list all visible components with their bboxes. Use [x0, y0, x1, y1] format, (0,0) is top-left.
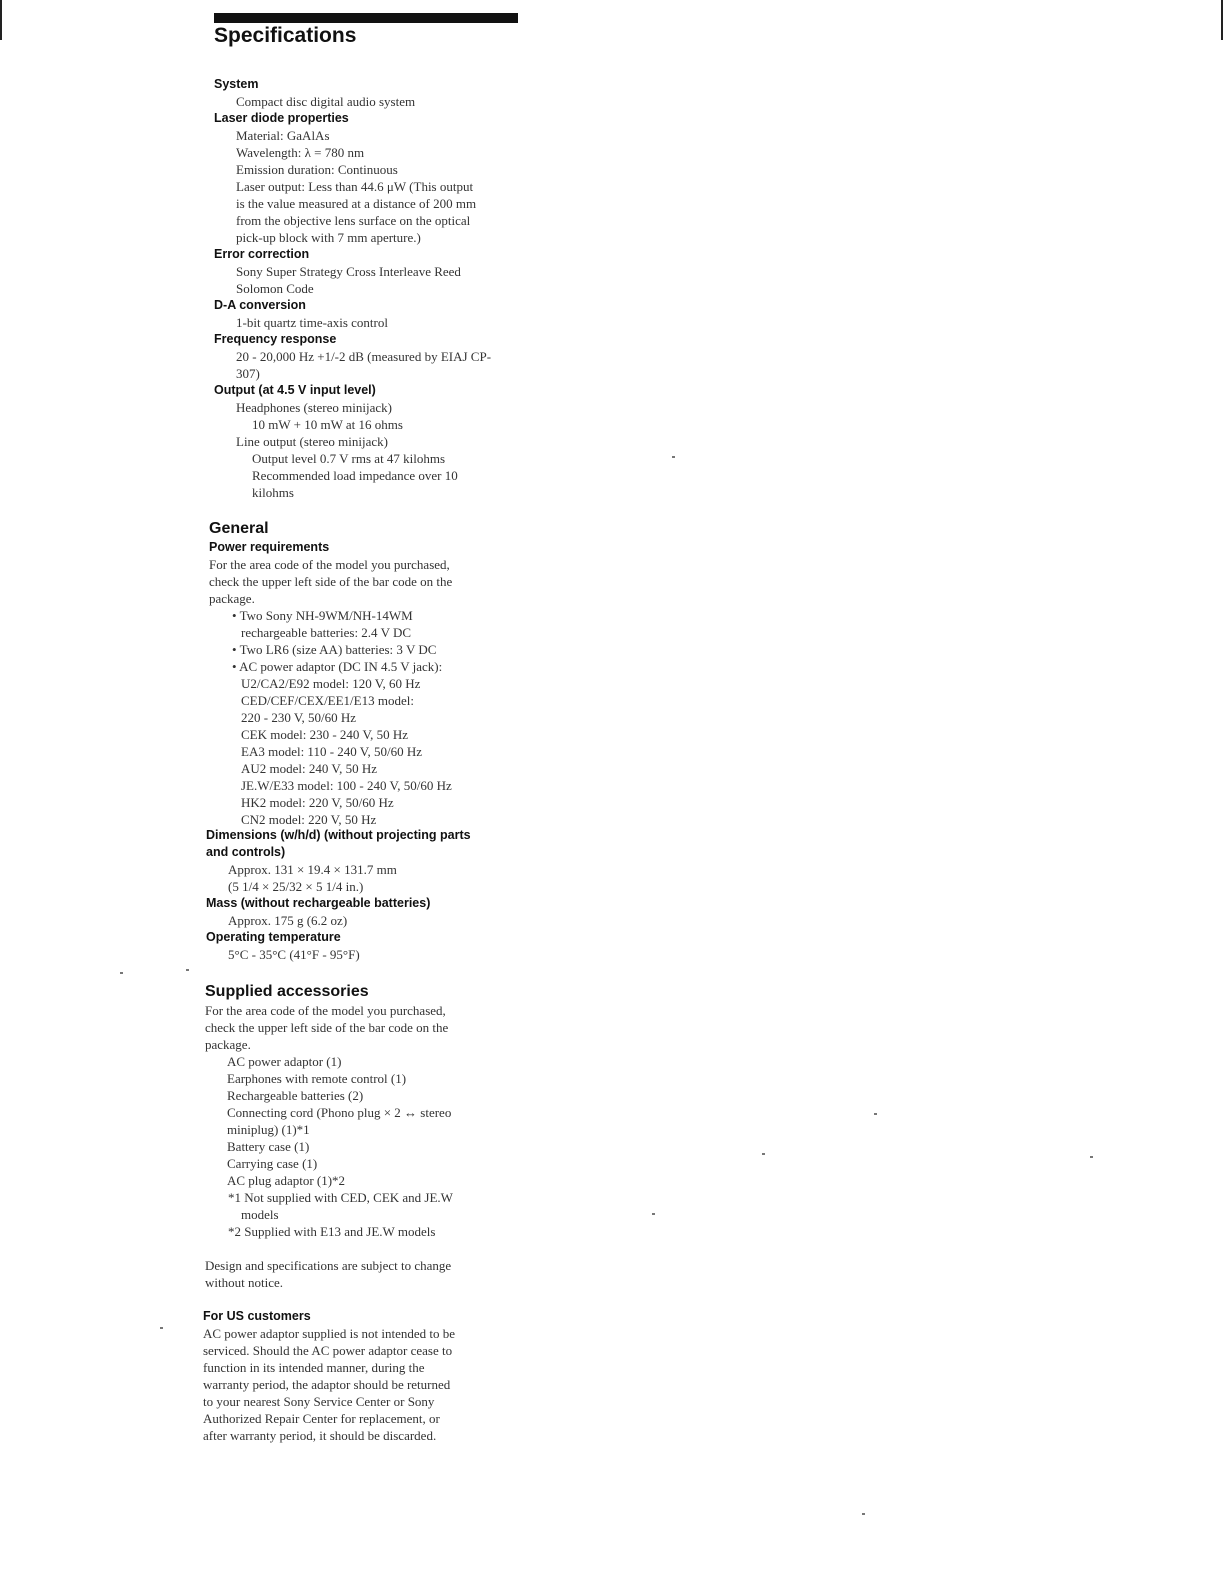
power-heading: Power requirements: [209, 540, 330, 554]
laser-heading: Laser diode properties: [214, 111, 349, 125]
scan-speck: [160, 1327, 163, 1329]
laser-line: Wavelength: λ = 780 nm: [236, 145, 365, 160]
accessory-item: Rechargeable batteries (2): [227, 1088, 364, 1103]
us-customers-line: warranty period, the adaptor should be returned: [203, 1377, 451, 1392]
ac-model-line: CN2 model: 220 V, 50 Hz: [241, 812, 377, 827]
laser-line: Laser output: Less than 44.6 μW (This output: [236, 179, 474, 194]
us-customers-heading: For US customers: [203, 1309, 311, 1323]
error-line: Sony Super Strategy Cross Interleave Reed: [236, 264, 461, 279]
line-output-value: Recommended load impedance over 10: [252, 468, 458, 483]
us-customers-line: function in its intended manner, during the: [203, 1360, 425, 1375]
accessory-item: AC power adaptor (1): [227, 1054, 342, 1069]
change-notice-line: Design and specifications are subject to change: [205, 1258, 452, 1273]
power-intro-line: check the upper left side of the bar code on the: [209, 574, 453, 589]
power-bullet: • AC power adaptor (DC IN 4.5 V jack):: [232, 659, 443, 674]
scan-speck: [672, 456, 675, 458]
line-output-value: Output level 0.7 V rms at 47 kilohms: [252, 451, 446, 466]
error-heading: Error correction: [214, 247, 310, 261]
dimensions-value: (5 1/4 × 25/32 × 5 1/4 in.): [228, 879, 364, 894]
specs-section: [214, 76, 534, 501]
temperature-value: 5°C - 35°C (41°F - 95°F): [228, 947, 360, 962]
ac-model-line: AU2 model: 240 V, 50 Hz: [241, 761, 378, 776]
accessory-item: AC plug adaptor (1)*2: [227, 1173, 346, 1188]
power-bullet-cont: rechargeable batteries: 2.4 V DC: [241, 625, 412, 640]
system-line: Compact disc digital audio system: [236, 94, 416, 109]
ac-model-line: CEK model: 230 - 240 V, 50 Hz: [241, 727, 409, 742]
laser-line: from the objective lens surface on the optical: [236, 213, 471, 228]
accessory-item: Carrying case (1): [227, 1156, 318, 1171]
dimensions-heading: Dimensions (w/h/d) (without projecting parts: [206, 828, 471, 842]
freq-line: 20 - 20,000 Hz +1/-2 dB (measured by EIAJ CP-: [236, 349, 492, 364]
ac-model-line: CED/CEF/CEX/EE1/E13 model:: [241, 693, 414, 708]
us-customers-line: Authorized Repair Center for replacement, or: [203, 1411, 440, 1426]
power-intro-line: package.: [209, 591, 255, 606]
ac-model-line: JE.W/E33 model: 100 - 240 V, 50/60 Hz: [241, 778, 452, 793]
ac-model-line: 220 - 230 V, 50/60 Hz: [241, 710, 357, 725]
accessory-item: Connecting cord (Phono plug × 2 ↔ stereo: [227, 1105, 452, 1120]
scan-speck: [652, 1213, 655, 1215]
dimensions-section: [206, 827, 516, 963]
scan-speck: [1090, 1156, 1093, 1158]
footnote-cont: models: [241, 1207, 279, 1222]
us-customers-section: [203, 1308, 523, 1444]
scan-speck: [874, 1113, 877, 1115]
general-heading: General: [209, 520, 269, 537]
da-line: 1-bit quartz time-axis control: [236, 315, 388, 330]
scan-speck: [862, 1513, 865, 1515]
us-customers-line: to your nearest Sony Service Center or Sony: [203, 1394, 435, 1409]
scan-speck: [762, 1153, 765, 1155]
scan-speck: [186, 969, 189, 971]
laser-line: Material: GaAlAs: [236, 128, 330, 143]
accessories-intro-line: check the upper left side of the bar code on the: [205, 1020, 449, 1035]
ac-model-line: EA3 model: 110 - 240 V, 50/60 Hz: [241, 744, 423, 759]
da-heading: D-A conversion: [214, 298, 306, 312]
page-title: Specifications: [214, 24, 357, 47]
headphones-value: 10 mW + 10 mW at 16 ohms: [252, 417, 403, 432]
error-line: Solomon Code: [236, 281, 314, 296]
scan-speck: [120, 972, 123, 974]
temperature-heading: Operating temperature: [206, 930, 341, 944]
power-intro-line: For the area code of the model you purchased,: [209, 557, 450, 572]
output-heading: Output (at 4.5 V input level): [214, 383, 376, 397]
change-notice-line: without notice.: [205, 1275, 283, 1290]
freq-heading: Frequency response: [214, 332, 337, 346]
accessory-item: Earphones with remote control (1): [227, 1071, 407, 1086]
laser-line: Emission duration: Continuous: [236, 162, 398, 177]
footnote: *2 Supplied with E13 and JE.W models: [228, 1224, 436, 1239]
accessories-intro-line: For the area code of the model you purchased,: [205, 1003, 446, 1018]
accessories-heading: Supplied accessories: [205, 983, 369, 1000]
ac-model-line: U2/CA2/E92 model: 120 V, 60 Hz: [241, 676, 421, 691]
power-bullet: • Two LR6 (size AA) batteries: 3 V DC: [232, 642, 437, 657]
line-output-value: kilohms: [252, 485, 294, 500]
us-customers-line: serviced. Should the AC power adaptor cease to: [203, 1343, 453, 1358]
accessory-item: miniplug) (1)*1: [227, 1122, 310, 1137]
scan-edge-left: [0, 0, 2, 40]
title-bar: [214, 13, 518, 23]
us-customers-line: after warranty period, it should be discarded.: [203, 1428, 437, 1443]
footnote: *1 Not supplied with CED, CEK and JE.W: [228, 1190, 453, 1205]
mass-value: Approx. 175 g (6.2 oz): [228, 913, 348, 928]
laser-line: is the value measured at a distance of 200 mm: [236, 196, 477, 211]
freq-line: 307): [236, 366, 260, 381]
laser-line: pick-up block with 7 mm aperture.): [236, 230, 421, 245]
ac-model-line: HK2 model: 220 V, 50/60 Hz: [241, 795, 394, 810]
accessories-section: [205, 982, 525, 1291]
accessories-intro-line: package.: [205, 1037, 251, 1052]
system-heading: System: [214, 77, 259, 91]
us-customers-line: AC power adaptor supplied is not intended to be: [203, 1326, 456, 1341]
mass-heading: Mass (without rechargeable batteries): [206, 896, 431, 910]
line-output-line: Line output (stereo minijack): [236, 434, 388, 449]
accessory-item: Battery case (1): [227, 1139, 310, 1154]
headphones-line: Headphones (stereo minijack): [236, 400, 392, 415]
dimensions-heading-cont: and controls): [206, 845, 286, 859]
general-section: [209, 519, 529, 828]
scan-edge-right: [1221, 0, 1223, 40]
dimensions-value: Approx. 131 × 19.4 × 131.7 mm: [228, 862, 397, 877]
power-bullet: • Two Sony NH-9WM/NH-14WM: [232, 608, 413, 623]
